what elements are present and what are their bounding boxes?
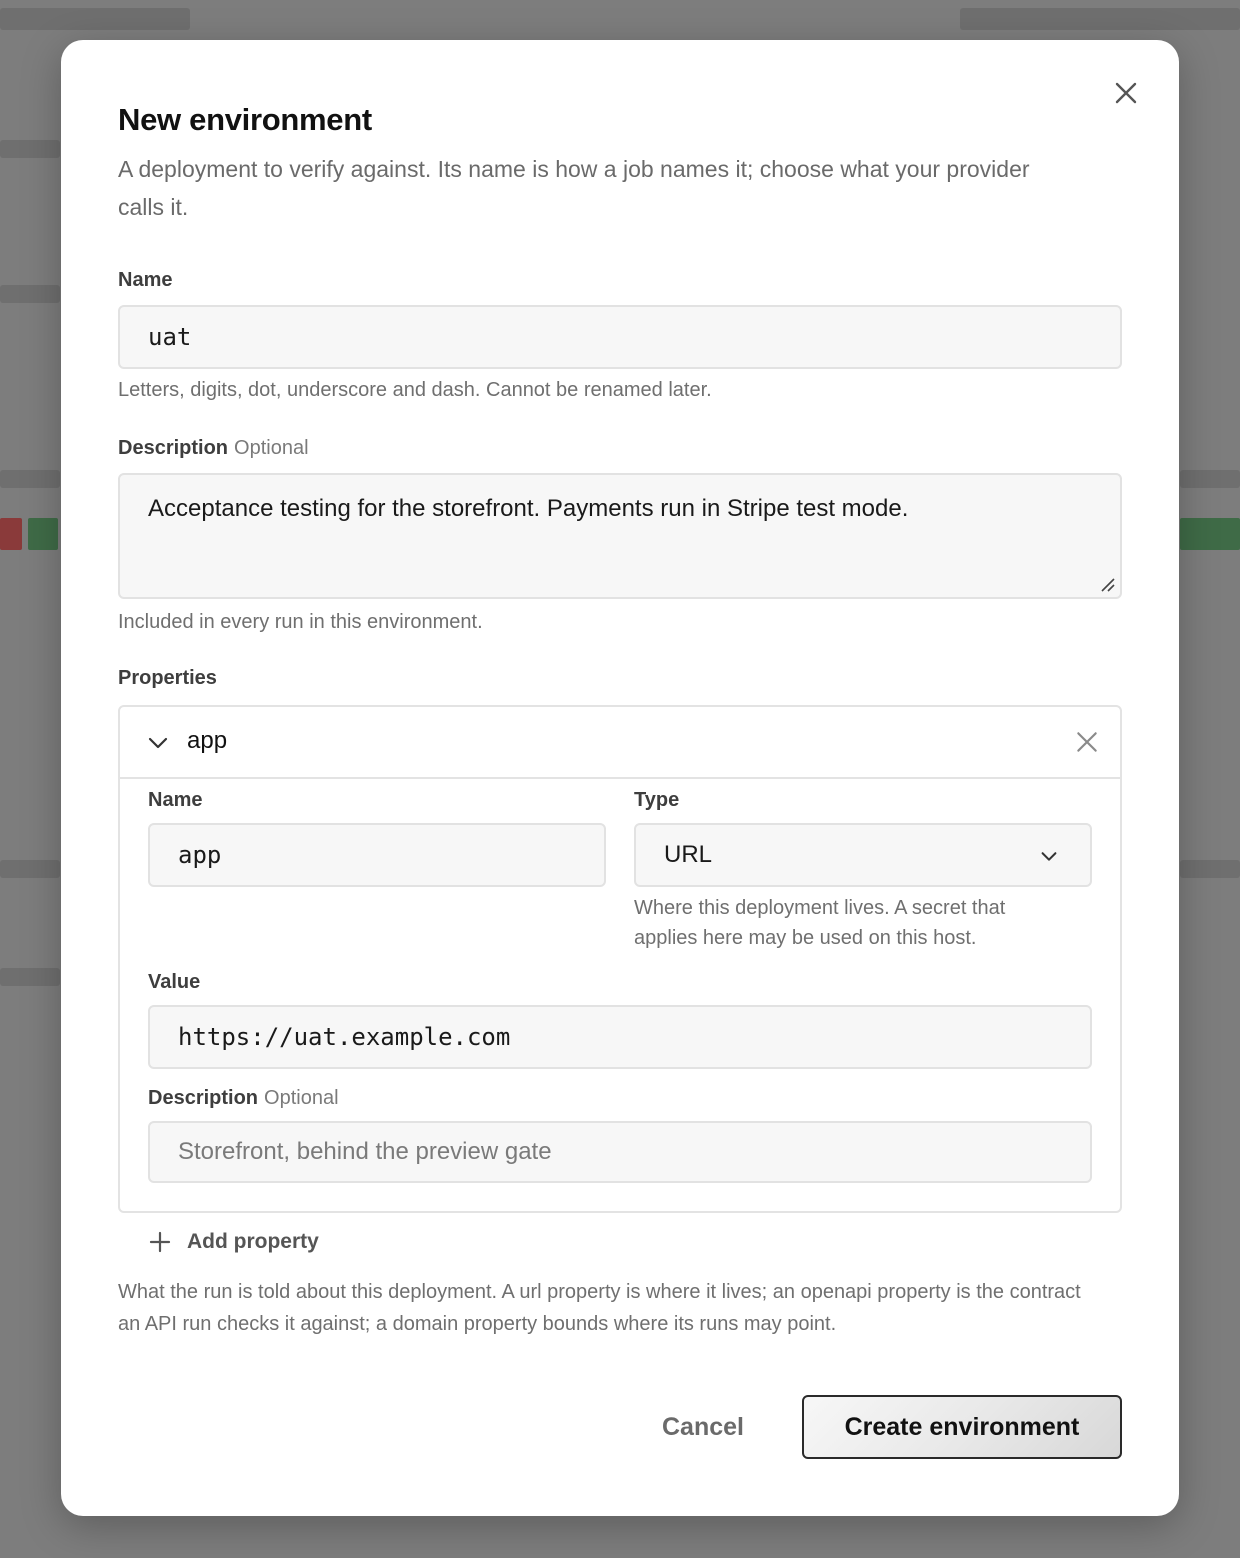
property-type-hint: Where this deployment lives. A secret that applies here may be used on this host. [634, 897, 1006, 949]
property-description-label-text: Description [148, 1087, 259, 1109]
property-card-title: app [187, 727, 228, 754]
environment-name-input[interactable] [118, 305, 1122, 369]
property-description-input[interactable] [148, 1121, 1092, 1183]
add-property-label: Add property [187, 1230, 319, 1253]
name-label: Name [118, 269, 173, 291]
description-label-text: Description [118, 437, 229, 459]
property-description-label [148, 1087, 339, 1110]
chevron-down-icon [1038, 845, 1060, 867]
properties-hint: What the run is told about this deployment. A url property is where it lives; an openapi property is the contract an API run checks it against; a domain property bounds where its runs may point. [118, 1281, 1081, 1335]
environment-name-value: uat [148, 323, 192, 351]
chevron-down-icon[interactable] [146, 731, 170, 755]
environment-description-value: Acceptance testing for the storefront. Payments run in Stripe test mode. [148, 495, 909, 522]
property-name-label: Name [148, 789, 203, 811]
property-description-optional-tag: Optional [264, 1087, 339, 1109]
description-optional-tag: Optional [234, 437, 309, 459]
name-hint: Letters, digits, dot, underscore and dash. Cannot be renamed later. [118, 379, 712, 401]
property-name-value: app [178, 841, 222, 869]
property-card-header[interactable] [120, 707, 1120, 779]
property-name-input[interactable] [148, 823, 606, 887]
property-type-label: Type [634, 789, 680, 811]
property-type-value: URL [664, 841, 713, 868]
new-environment-dialog [61, 40, 1179, 1516]
property-value-input[interactable] [148, 1005, 1092, 1069]
property-type-select[interactable] [634, 823, 1092, 887]
description-hint: Included in every run in this environment. [118, 611, 483, 633]
description-label [118, 437, 309, 460]
close-button[interactable] [1112, 79, 1140, 107]
create-environment-button[interactable]: Create environment [802, 1395, 1122, 1459]
resize-grip-icon[interactable] [1100, 577, 1116, 593]
property-card [118, 705, 1122, 1213]
close-icon [1114, 81, 1138, 105]
dialog-subtitle: A deployment to verify against. Its name is how a job names it; choose what your provider calls it. [118, 156, 1030, 220]
property-value-label: Value [148, 971, 201, 993]
dialog-title: New environment [118, 102, 372, 137]
cancel-button[interactable]: Cancel [662, 1412, 744, 1441]
plus-icon [149, 1231, 171, 1253]
add-property-button[interactable] [149, 1230, 319, 1254]
remove-property-icon[interactable] [1074, 729, 1100, 755]
property-description-placeholder: Storefront, behind the preview gate [178, 1138, 552, 1165]
properties-label: Properties [118, 667, 217, 689]
property-value-text: https://uat.example.com [178, 1023, 511, 1051]
environment-description-textarea[interactable] [118, 473, 1122, 599]
